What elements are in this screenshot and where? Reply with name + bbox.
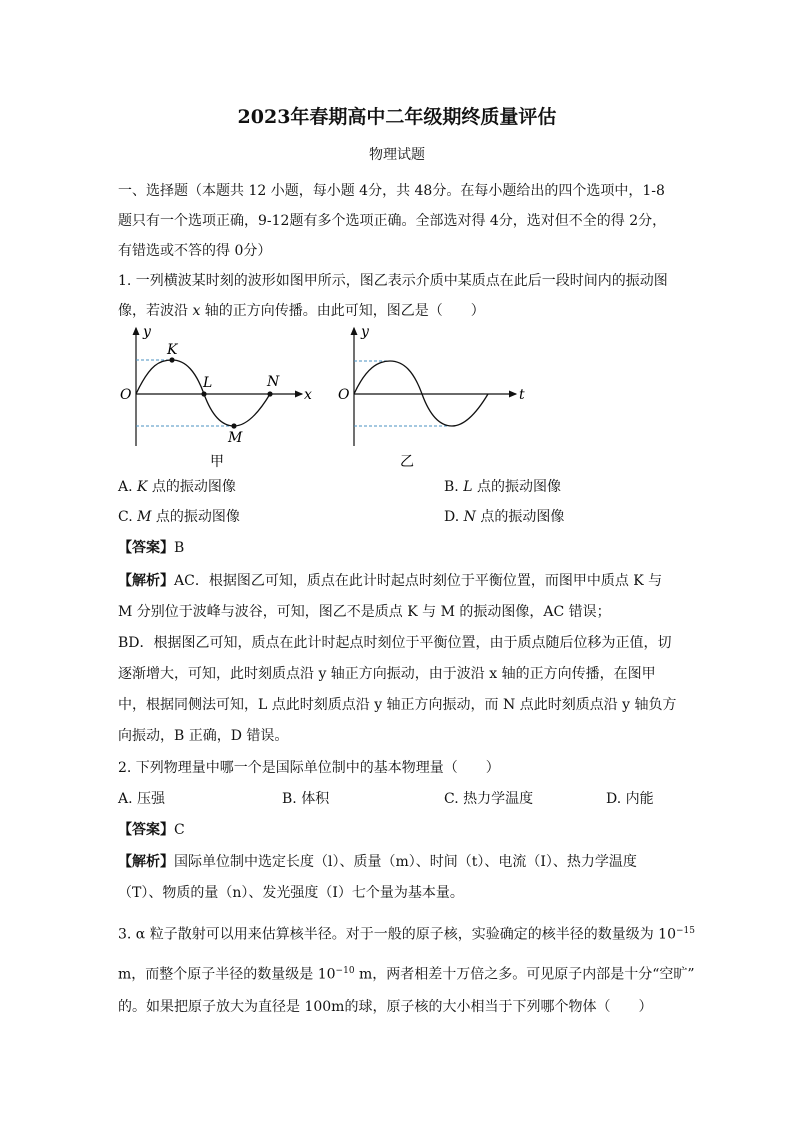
q2-option-b[interactable]: B. 体积 bbox=[282, 791, 330, 807]
q2-option-d[interactable]: D. 内能 bbox=[606, 791, 654, 807]
q1-analysis-line-5: 中，根据同侧法可知，L 点此时刻质点沿 y 轴正方向振动，而 N 点此时刻质点沿 y 轴负方 bbox=[118, 697, 677, 713]
q3-exponent: −10 bbox=[335, 966, 355, 976]
q1-option-b[interactable] bbox=[444, 478, 561, 496]
page-title: 2023年春期高中二年级期终质量评估 bbox=[237, 106, 557, 128]
q1-stem-text: 轴的正方向传播。由此可知，图乙是（ ） bbox=[200, 303, 485, 319]
q1-option-d[interactable] bbox=[444, 508, 564, 526]
q3-stem-line-3: 的。如果把原子放大为直径是 100m的球，原子核的大小相当于下列哪个物体（ ） bbox=[118, 999, 653, 1015]
q2-stem: 2. 下列物理量中哪一个是国际单位制中的基本物理量（ ） bbox=[118, 760, 500, 776]
section-heading-line-2: 题只有一个选项正确，9-12题有多个选项正确。全部选对得 4分，选对但不全的得 2分， bbox=[118, 213, 667, 229]
q1-option-c[interactable] bbox=[118, 508, 240, 526]
answer-value: C bbox=[174, 822, 185, 838]
q1-analysis-line-4: 逐渐增大，可知，此时刻质点沿 y 轴正方向振动，由于波沿 x 轴的正方向传播，在图甲 bbox=[118, 666, 656, 682]
option-prefix: C. bbox=[118, 509, 138, 525]
option-prefix: A. bbox=[118, 479, 138, 495]
answer-label: 【答案】 bbox=[118, 540, 174, 556]
analysis-text: 国际单位制中选定长度（l）、质量（m）、时间（t）、电流（I）、热力学温度 bbox=[174, 854, 637, 870]
q1-stem-line-2 bbox=[118, 302, 485, 320]
point-n-label: N bbox=[267, 374, 280, 390]
section-heading-line-1: 一、选择题（本题共 12 小题，每小题 4分，共 48分。在每小题给出的四个选项中，1-8 bbox=[118, 183, 665, 199]
jia-x-label: x bbox=[304, 387, 312, 403]
q1-analysis-line-3: BD．根据图乙可知，质点在此计时起点时刻位于平衡位置，由于质点随后位移为正值，切 bbox=[118, 635, 672, 651]
option-text: 点的振动图像 bbox=[475, 509, 565, 525]
q3-stem-text: m，两者相差十万倍之多。可见原子内部是十分“空旷” bbox=[354, 966, 695, 983]
jia-origin-label: O bbox=[120, 387, 132, 403]
q1-analysis-line-6: 向振动，B 正确，D 错误。 bbox=[118, 728, 289, 744]
page-subtitle: 物理试题 bbox=[369, 147, 425, 163]
point-l-label: L bbox=[203, 375, 213, 391]
point-k-dot bbox=[169, 357, 174, 362]
q3-stem-text: m，而整个原子半径的数量级是 10 bbox=[118, 966, 336, 983]
option-var: N bbox=[463, 509, 476, 525]
option-prefix: B. bbox=[444, 479, 464, 495]
analysis-label: 【解析】 bbox=[118, 854, 174, 870]
q3-exponent: −15 bbox=[675, 926, 695, 936]
analysis-text: AC．根据图乙可知，质点在此计时起点时刻位于平衡位置，而图甲中质点 K 与 bbox=[174, 573, 663, 589]
option-text: 点的振动图像 bbox=[472, 479, 561, 495]
point-m-label: M bbox=[228, 430, 243, 446]
q3-stem-line-1 bbox=[118, 922, 695, 944]
option-text: 点的振动图像 bbox=[151, 509, 240, 525]
option-var: M bbox=[137, 509, 152, 525]
yi-t-label: t bbox=[519, 387, 525, 403]
point-l-dot bbox=[201, 391, 206, 396]
q1-stem-line-1: 1. 一列横波某时刻的波形如图甲所示，图乙表示介质中某质点在此后一段时间内的振动图 bbox=[118, 273, 668, 289]
q3-stem-text: 3. α 粒子散射可以用来估算核半径。对于一般的原子核，实验确定的核半径的数量级为 10 bbox=[118, 926, 676, 943]
figure-jia bbox=[112, 322, 322, 472]
q1-stem-var: x bbox=[192, 303, 201, 319]
point-n-dot bbox=[267, 391, 272, 396]
q2-answer bbox=[118, 821, 185, 839]
q2-analysis-line-1 bbox=[118, 853, 637, 871]
q1-analysis-line-1 bbox=[118, 572, 662, 590]
analysis-label: 【解析】 bbox=[118, 573, 174, 589]
figure-yi bbox=[332, 322, 542, 472]
yi-y-label: y bbox=[361, 324, 369, 340]
q1-option-a[interactable] bbox=[118, 478, 236, 496]
point-m-dot bbox=[231, 423, 236, 428]
yi-origin-label: O bbox=[338, 387, 350, 403]
option-text: 点的振动图像 bbox=[147, 479, 236, 495]
q2-analysis-line-2: （T）、物质的量（n）、发光强度（I）七个量为基本量。 bbox=[118, 885, 464, 901]
yi-caption: 乙 bbox=[400, 454, 414, 470]
section-heading-line-3: 有错选或不答的得 0分） bbox=[118, 243, 272, 259]
option-prefix: D. bbox=[444, 509, 464, 525]
option-var: K bbox=[137, 479, 148, 495]
q3-stem-line-2 bbox=[118, 962, 695, 984]
answer-label: 【答案】 bbox=[118, 822, 174, 838]
point-k-label: K bbox=[167, 342, 178, 358]
jia-y-label: y bbox=[143, 324, 151, 340]
q1-stem-text: 像，若波沿 bbox=[118, 303, 193, 319]
q1-answer bbox=[118, 539, 184, 557]
q2-option-c[interactable]: C. 热力学温度 bbox=[444, 791, 534, 807]
option-var: L bbox=[463, 479, 473, 495]
answer-value: B bbox=[174, 540, 185, 556]
jia-caption: 甲 bbox=[210, 454, 224, 470]
q2-option-a[interactable]: A. 压强 bbox=[118, 791, 166, 807]
q1-analysis-line-2: M 分别位于波峰与波谷，可知，图乙不是质点 K 与 M 的振动图像，AC 错误； bbox=[118, 604, 611, 620]
